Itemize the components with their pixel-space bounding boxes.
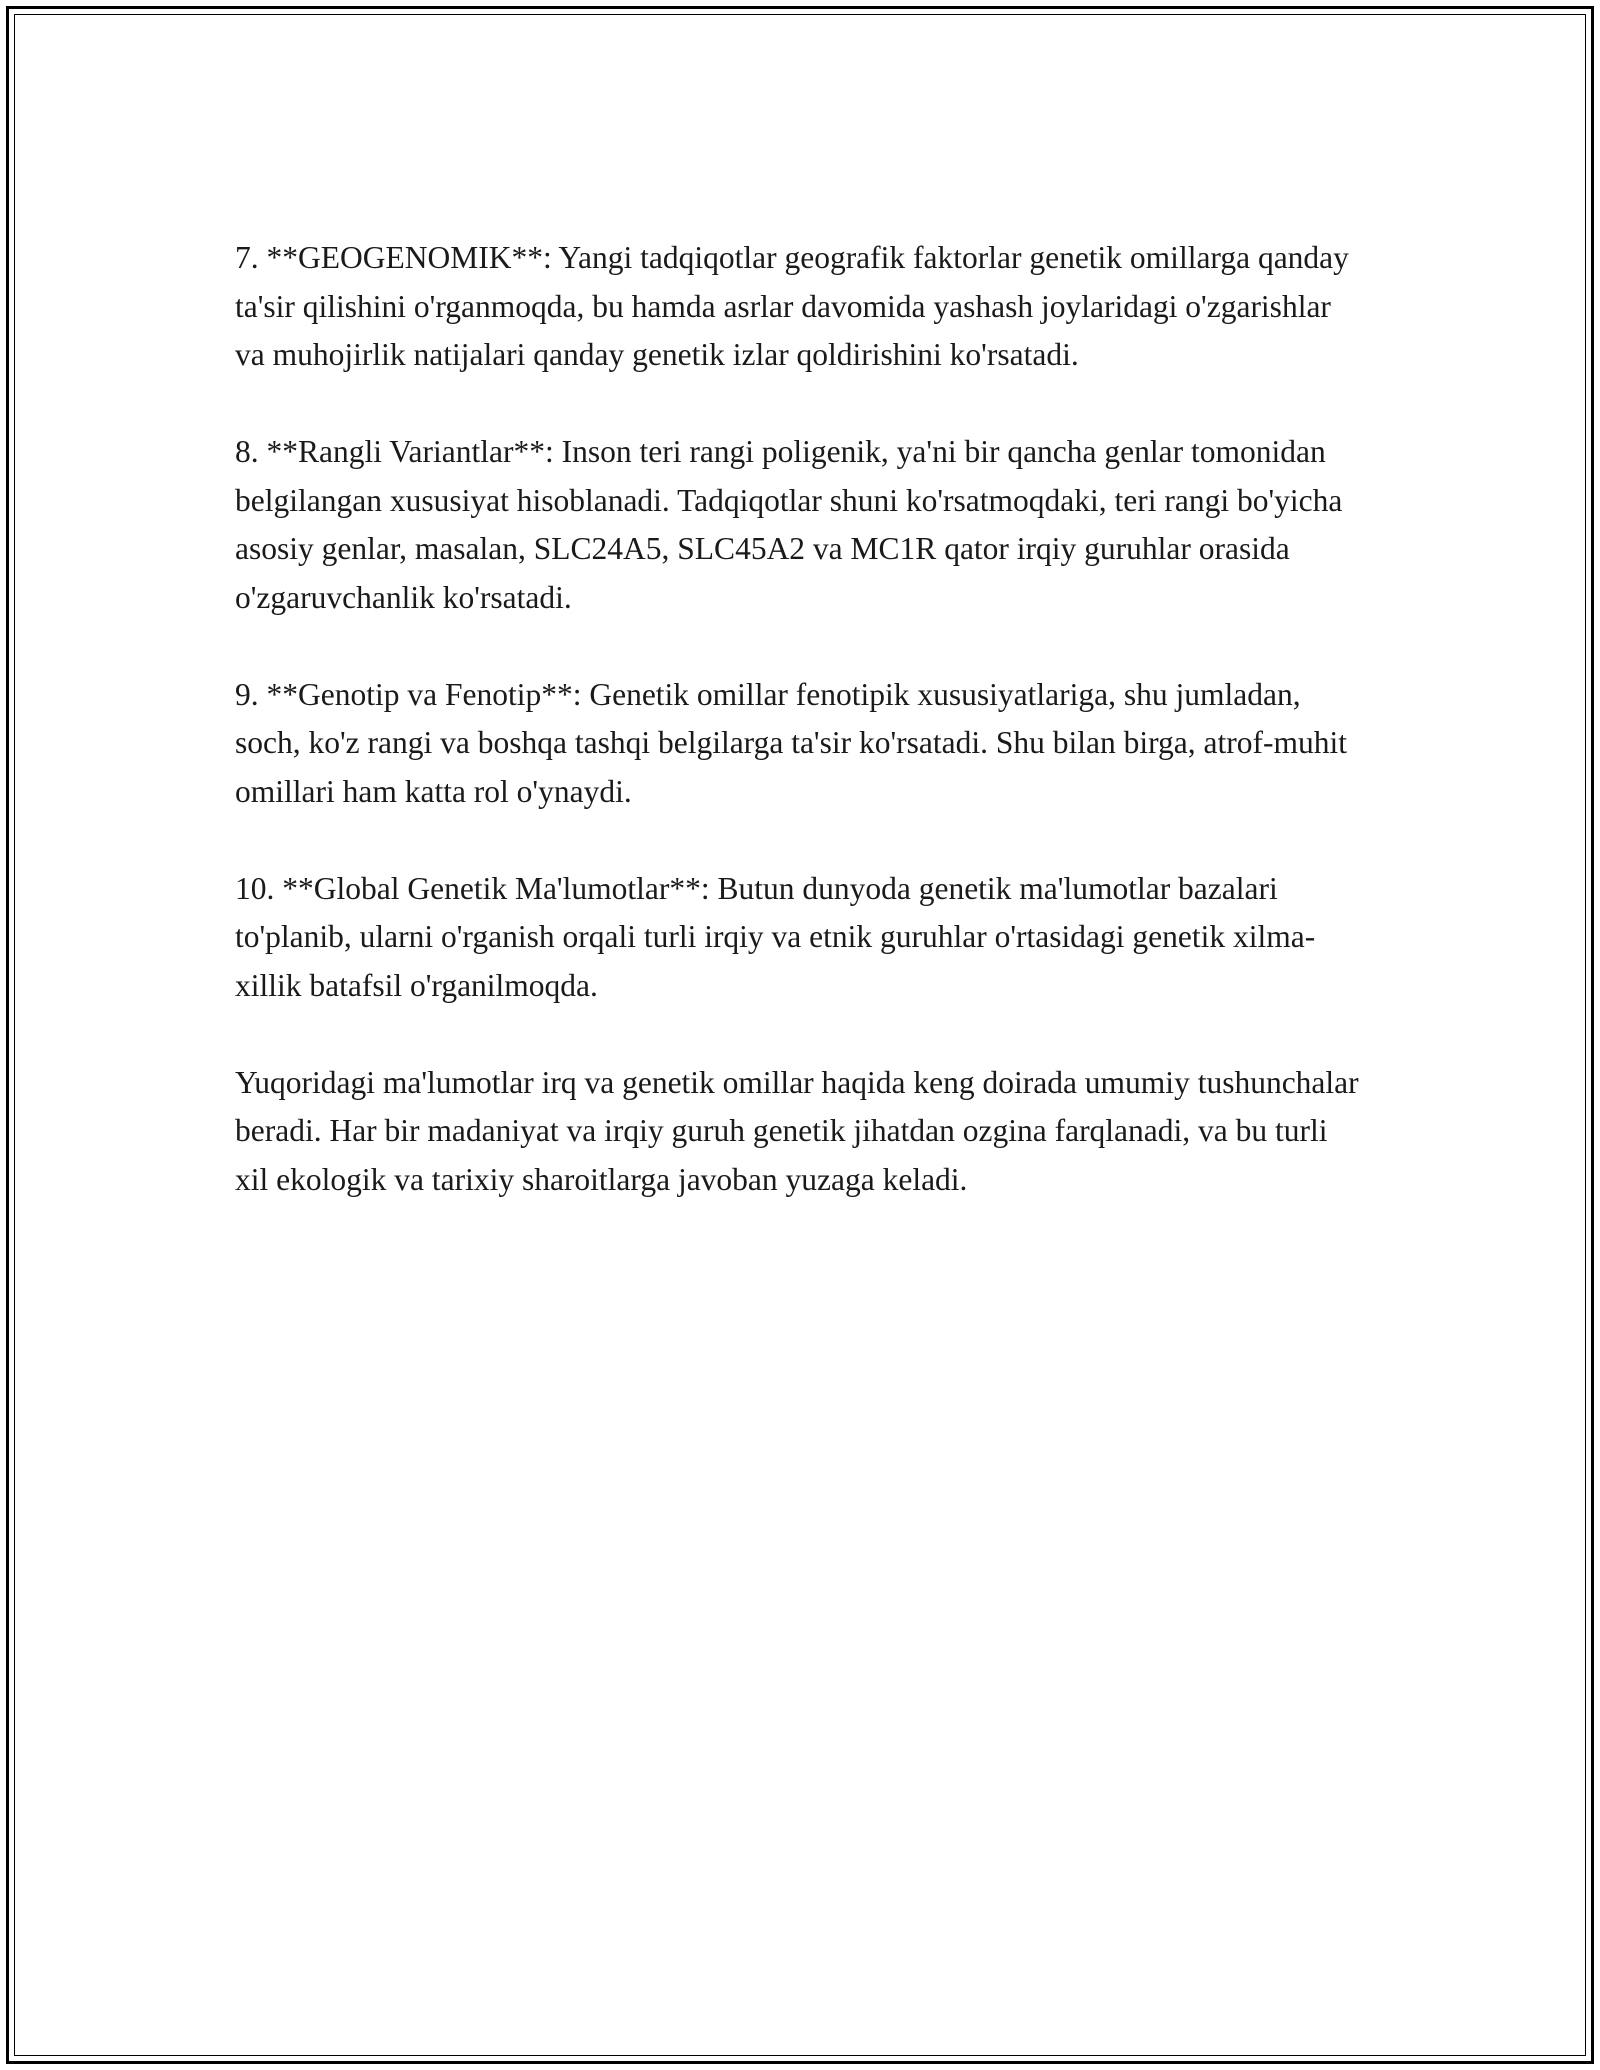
paragraph-genotip-fenotip: 9. **Genotip va Fenotip**: Genetik omillar fenotipik xususiyatlariga, shu jumladan, soch, ko'z rangi va boshqa tashqi belgilarga ta'sir ko'rsatadi. Shu bilan birga, atrof-muhit omillari ham katta rol o'ynaydi. [235,676,1347,809]
document-body [235,234,1365,1204]
paragraph-conclusion: Yuqoridagi ma'lumotlar irq va genetik omillar haqida keng doirada umumiy tushunchalar beradi. Har bir madaniyat va irqiy guruh genetik jihatdan ozgina farqlanadi, va bu turli xil ekologik va tarixiy sharoitlarga javoban yuzaga keladi. [235,1064,1359,1197]
paragraph-geogenomik: 7. **GEOGENOMIK**: Yangi tadqiqotlar geografik faktorlar genetik omillarga qanday ta'sir qilishini o'rganmoqda, bu hamda asrlar davomida yashash joylaridagi o'zgarishlar va muhojirlik natijalari qanday genetik izlar qoldirishini ko'rsatadi. [235,240,1349,372]
paragraph-rangli-variantlar: 8. **Rangli Variantlar**: Inson teri rangi poligenik, ya'ni bir qancha genlar tomonidan belgilangan xususiyat hisoblanadi. Tadqiqotlar shuni ko'rsatmoqdaki, teri rangi bo'yicha asosiy genlar, masalan, SLC24A5, SLC45A2 va MC1R qator irqiy guruhlar orasida o'zgaruvchanlik ko'rsatadi. [235,434,1343,615]
paragraph-global-genetik: 10. **Global Genetik Ma'lumotlar**: Butun dunyoda genetik ma'lumotlar bazalari to'planib, ularni o'rganish orqali turli irqiy va etnik guruhlar o'rtasidagi genetik xilma-xillik batafsil o'rganilmoqda. [235,870,1316,1003]
